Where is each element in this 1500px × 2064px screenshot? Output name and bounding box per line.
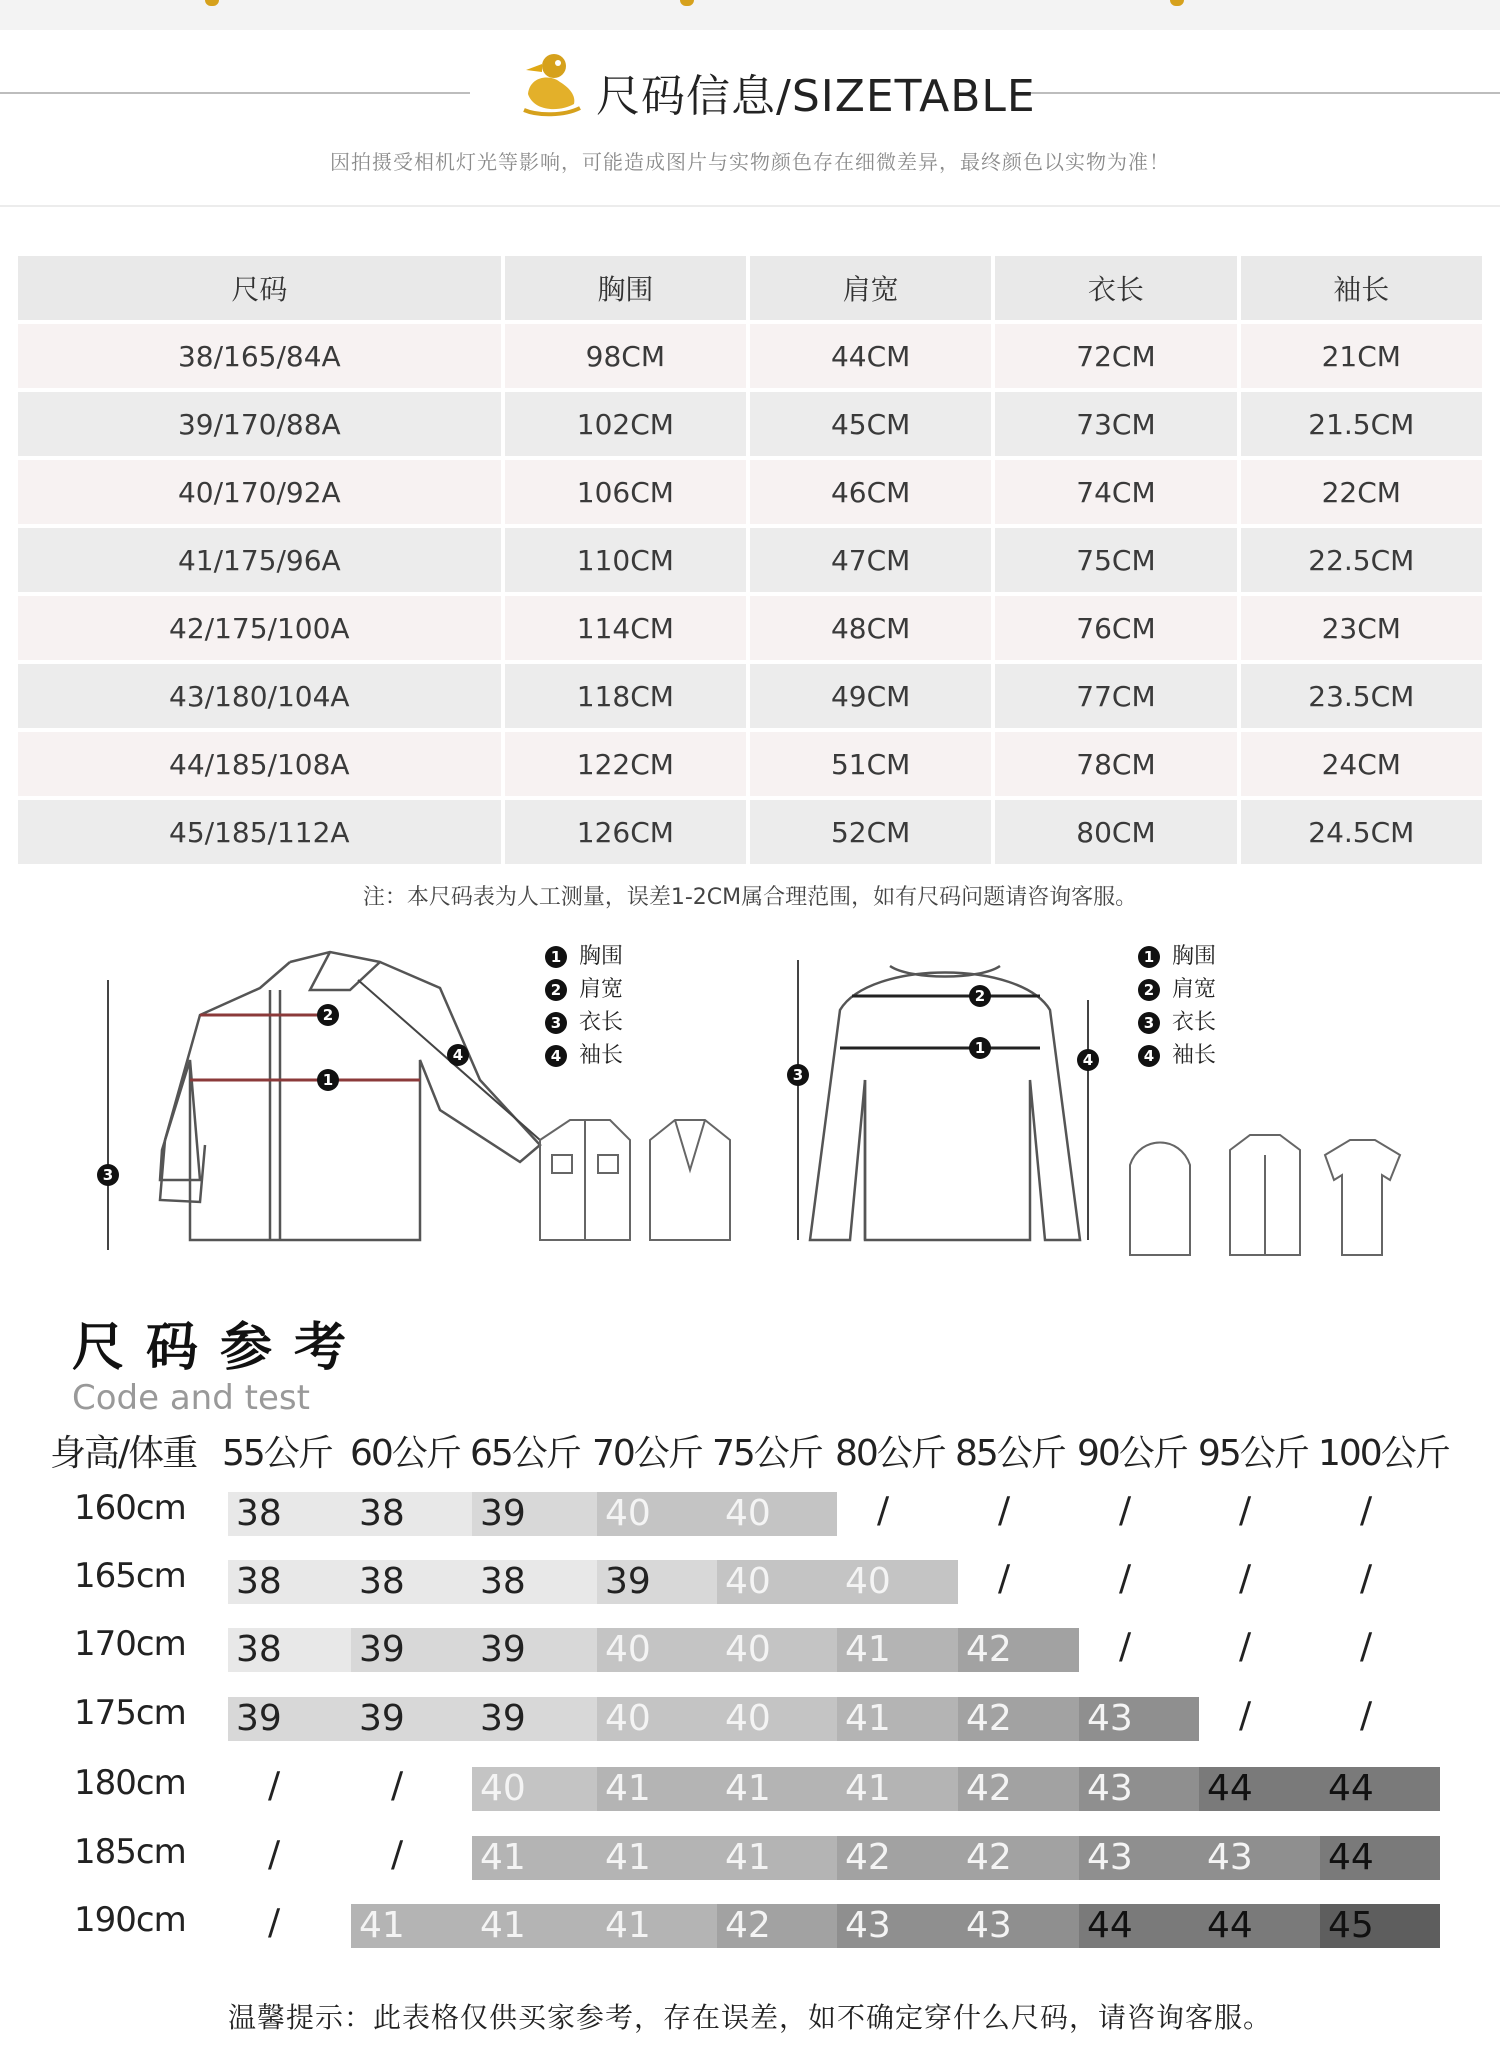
not-applicable-mark: /	[1360, 1695, 1373, 1736]
table-cell: 44/185/108A	[18, 732, 501, 796]
size-cell: 41	[472, 1836, 597, 1880]
table-cell: 24.5CM	[1241, 800, 1482, 864]
size-cell: 41	[717, 1836, 837, 1880]
size-cell: 44	[1199, 1767, 1320, 1811]
table-cell: 49CM	[750, 664, 991, 728]
svg-text:1: 1	[322, 1071, 334, 1089]
svg-text:3: 3	[102, 1166, 114, 1184]
not-applicable-mark: /	[268, 1765, 281, 1806]
sweater-thumbnails	[1120, 1125, 1410, 1265]
table-cell: 76CM	[995, 596, 1236, 660]
size-cell: 43	[1199, 1836, 1320, 1880]
table-cell: 21.5CM	[1241, 392, 1482, 456]
table-cell: 38/165/84A	[18, 324, 501, 388]
not-applicable-mark: /	[877, 1490, 890, 1531]
weight-header: 60公斤	[350, 1433, 460, 1474]
legend-item: 3 衣长	[545, 1006, 623, 1039]
table-header-row	[18, 256, 1482, 320]
svg-text:2: 2	[322, 1006, 334, 1024]
table-cell: 47CM	[750, 528, 991, 592]
column-header: 胸围	[505, 256, 746, 320]
table-row	[18, 596, 1482, 660]
header-rule-right	[1025, 92, 1500, 94]
table-cell: 24CM	[1241, 732, 1482, 796]
size-cell: 42	[717, 1904, 837, 1948]
not-applicable-mark: /	[1119, 1558, 1132, 1599]
table-cell: 75CM	[995, 528, 1236, 592]
jacket-thumbnails	[530, 1110, 740, 1250]
size-cell: 40	[717, 1492, 837, 1536]
table-cell: 110CM	[505, 528, 746, 592]
size-cell: 38	[351, 1492, 472, 1536]
size-cell: 39	[228, 1697, 351, 1741]
column-header: 袖长	[1241, 256, 1482, 320]
legend-item: 3 衣长	[1138, 1006, 1216, 1039]
table-cell: 22CM	[1241, 460, 1482, 524]
measure-legend-left	[545, 940, 623, 1072]
legend-item: 4 袖长	[545, 1039, 623, 1072]
size-table	[14, 252, 1486, 868]
size-cell: 40	[597, 1628, 717, 1672]
size-cell: 38	[228, 1628, 351, 1672]
reference-subtitle: Code and test	[72, 1378, 310, 1418]
table-cell: 21CM	[1241, 324, 1482, 388]
weight-header: 70公斤	[592, 1433, 702, 1474]
measure-legend-right	[1138, 940, 1216, 1072]
top-strip	[0, 0, 1500, 30]
size-cell: 41	[597, 1904, 717, 1948]
measurement-note: 注：本尺码表为人工测量，误差1-2CM属合理范围，如有尺码问题请咨询客服。	[362, 885, 1138, 910]
size-cell: 40	[597, 1492, 717, 1536]
table-cell: 23.5CM	[1241, 664, 1482, 728]
table-cell: 40/170/92A	[18, 460, 501, 524]
height-label: 170cm	[74, 1624, 186, 1664]
size-cell: 44	[1199, 1904, 1320, 1948]
weight-header: 65公斤	[470, 1433, 580, 1474]
table-row	[18, 800, 1482, 864]
table-cell: 44CM	[750, 324, 991, 388]
bullet-icon	[1170, 0, 1184, 6]
table-cell: 46CM	[750, 460, 991, 524]
size-cell: 40	[717, 1697, 837, 1741]
size-cell: 42	[958, 1697, 1079, 1741]
height-label: 185cm	[74, 1832, 186, 1872]
not-applicable-mark: /	[998, 1490, 1011, 1531]
table-cell: 114CM	[505, 596, 746, 660]
table-cell: 106CM	[505, 460, 746, 524]
not-applicable-mark: /	[391, 1834, 404, 1875]
size-cell: 41	[597, 1767, 717, 1811]
table-cell: 43/180/104A	[18, 664, 501, 728]
table-cell: 52CM	[750, 800, 991, 864]
size-cell: 40	[597, 1697, 717, 1741]
not-applicable-mark: /	[1239, 1695, 1252, 1736]
table-row	[18, 460, 1482, 524]
table-cell: 98CM	[505, 324, 746, 388]
size-cell: 42	[958, 1836, 1079, 1880]
size-cell: 39	[351, 1628, 472, 1672]
divider	[0, 205, 1500, 207]
legend-item: 1 胸围	[545, 940, 623, 973]
grid-corner-label: 身高/体重	[50, 1433, 197, 1474]
weight-header: 90公斤	[1077, 1433, 1187, 1474]
size-cell: 39	[351, 1697, 472, 1741]
not-applicable-mark: /	[391, 1765, 404, 1806]
reference-title: 尺码参考	[72, 1318, 369, 1378]
svg-text:4: 4	[452, 1046, 464, 1064]
footer-tip: 温馨提示：此表格仅供买家参考，存在误差，如不确定穿什么尺码，请咨询客服。	[227, 2001, 1272, 2034]
table-cell: 23CM	[1241, 596, 1482, 660]
svg-text:2: 2	[974, 987, 986, 1005]
size-cell: 39	[472, 1492, 597, 1536]
size-cell: 40	[717, 1560, 837, 1604]
column-header: 肩宽	[750, 256, 991, 320]
legend-item: 4 袖长	[1138, 1039, 1216, 1072]
table-cell: 118CM	[505, 664, 746, 728]
size-cell: 41	[837, 1767, 958, 1811]
table-row	[18, 392, 1482, 456]
table-cell: 42/175/100A	[18, 596, 501, 660]
header-rule-left	[0, 92, 470, 94]
bullet-icon	[680, 0, 694, 6]
table-cell: 77CM	[995, 664, 1236, 728]
svg-text:4: 4	[1082, 1051, 1094, 1069]
table-row	[18, 732, 1482, 796]
size-cell: 42	[958, 1767, 1079, 1811]
table-cell: 22.5CM	[1241, 528, 1482, 592]
table-cell: 78CM	[995, 732, 1236, 796]
height-label: 160cm	[74, 1488, 186, 1528]
legend-item: 2 肩宽	[545, 973, 623, 1006]
height-label: 180cm	[74, 1763, 186, 1803]
size-cell: 43	[958, 1904, 1079, 1948]
size-cell: 38	[228, 1492, 351, 1536]
not-applicable-mark: /	[1239, 1626, 1252, 1667]
size-cell: 38	[351, 1560, 472, 1604]
size-cell: 43	[1079, 1767, 1199, 1811]
table-cell: 48CM	[750, 596, 991, 660]
not-applicable-mark: /	[1360, 1626, 1373, 1667]
table-cell: 51CM	[750, 732, 991, 796]
height-label: 190cm	[74, 1900, 186, 1940]
not-applicable-mark: /	[1239, 1490, 1252, 1531]
size-cell: 42	[958, 1628, 1079, 1672]
size-cell: 41	[837, 1697, 958, 1741]
size-cell: 40	[837, 1560, 958, 1604]
not-applicable-mark: /	[1119, 1490, 1132, 1531]
size-cell: 38	[472, 1560, 597, 1604]
table-cell: 39/170/88A	[18, 392, 501, 456]
table-cell: 102CM	[505, 392, 746, 456]
legend-item: 2 肩宽	[1138, 973, 1216, 1006]
weight-header: 85公斤	[955, 1433, 1065, 1474]
table-cell: 126CM	[505, 800, 746, 864]
height-label: 175cm	[74, 1693, 186, 1733]
table-cell: 45/185/112A	[18, 800, 501, 864]
weight-header: 100公斤	[1318, 1433, 1449, 1474]
svg-text:3: 3	[792, 1066, 804, 1084]
weight-header: 75公斤	[712, 1433, 822, 1474]
legend-item: 1 胸围	[1138, 940, 1216, 973]
size-cell: 44	[1320, 1836, 1440, 1880]
size-cell: 40	[717, 1628, 837, 1672]
not-applicable-mark: /	[268, 1834, 281, 1875]
not-applicable-mark: /	[1239, 1558, 1252, 1599]
size-cell: 41	[717, 1767, 837, 1811]
size-cell: 41	[837, 1628, 958, 1672]
size-cell: 39	[472, 1697, 597, 1741]
table-cell: 41/175/96A	[18, 528, 501, 592]
table-cell: 74CM	[995, 460, 1236, 524]
table-row	[18, 664, 1482, 728]
sweater-measure-diagram	[780, 940, 1110, 1260]
size-cell: 41	[351, 1904, 472, 1948]
size-cell: 39	[472, 1628, 597, 1672]
size-cell: 43	[1079, 1697, 1199, 1741]
size-cell: 41	[597, 1836, 717, 1880]
size-cell: 42	[837, 1836, 958, 1880]
weight-header: 55公斤	[222, 1433, 332, 1474]
table-row	[18, 528, 1482, 592]
not-applicable-mark: /	[1360, 1490, 1373, 1531]
bullet-icon	[205, 0, 219, 6]
size-cell: 45	[1320, 1904, 1440, 1948]
size-cell: 44	[1079, 1904, 1199, 1948]
not-applicable-mark: /	[1360, 1558, 1373, 1599]
column-header: 衣长	[995, 256, 1236, 320]
table-cell: 72CM	[995, 324, 1236, 388]
page-subtitle: 因拍摄受相机灯光等影响，可能造成图片与实物颜色存在细微差异，最终颜色以实物为准！	[330, 150, 1170, 174]
not-applicable-mark: /	[268, 1902, 281, 1943]
size-cell: 38	[228, 1560, 351, 1604]
weight-header: 95公斤	[1198, 1433, 1308, 1474]
table-cell: 80CM	[995, 800, 1236, 864]
size-cell: 41	[472, 1904, 597, 1948]
size-cell: 43	[837, 1904, 958, 1948]
weight-header: 80公斤	[835, 1433, 945, 1474]
table-cell: 73CM	[995, 392, 1236, 456]
page-title: 尺码信息/SIZETABLE	[596, 71, 1036, 122]
table-row	[18, 324, 1482, 388]
height-label: 165cm	[74, 1556, 186, 1596]
table-cell: 45CM	[750, 392, 991, 456]
column-header: 尺码	[18, 256, 501, 320]
size-cell: 44	[1320, 1767, 1440, 1811]
size-cell: 40	[472, 1767, 597, 1811]
duck-logo-icon	[520, 50, 582, 120]
svg-text:1: 1	[974, 1039, 986, 1057]
not-applicable-mark: /	[1119, 1626, 1132, 1667]
table-cell: 122CM	[505, 732, 746, 796]
size-cell: 43	[1079, 1836, 1199, 1880]
shirt-measure-diagram	[90, 940, 560, 1260]
not-applicable-mark: /	[998, 1558, 1011, 1599]
size-cell: 39	[597, 1560, 717, 1604]
